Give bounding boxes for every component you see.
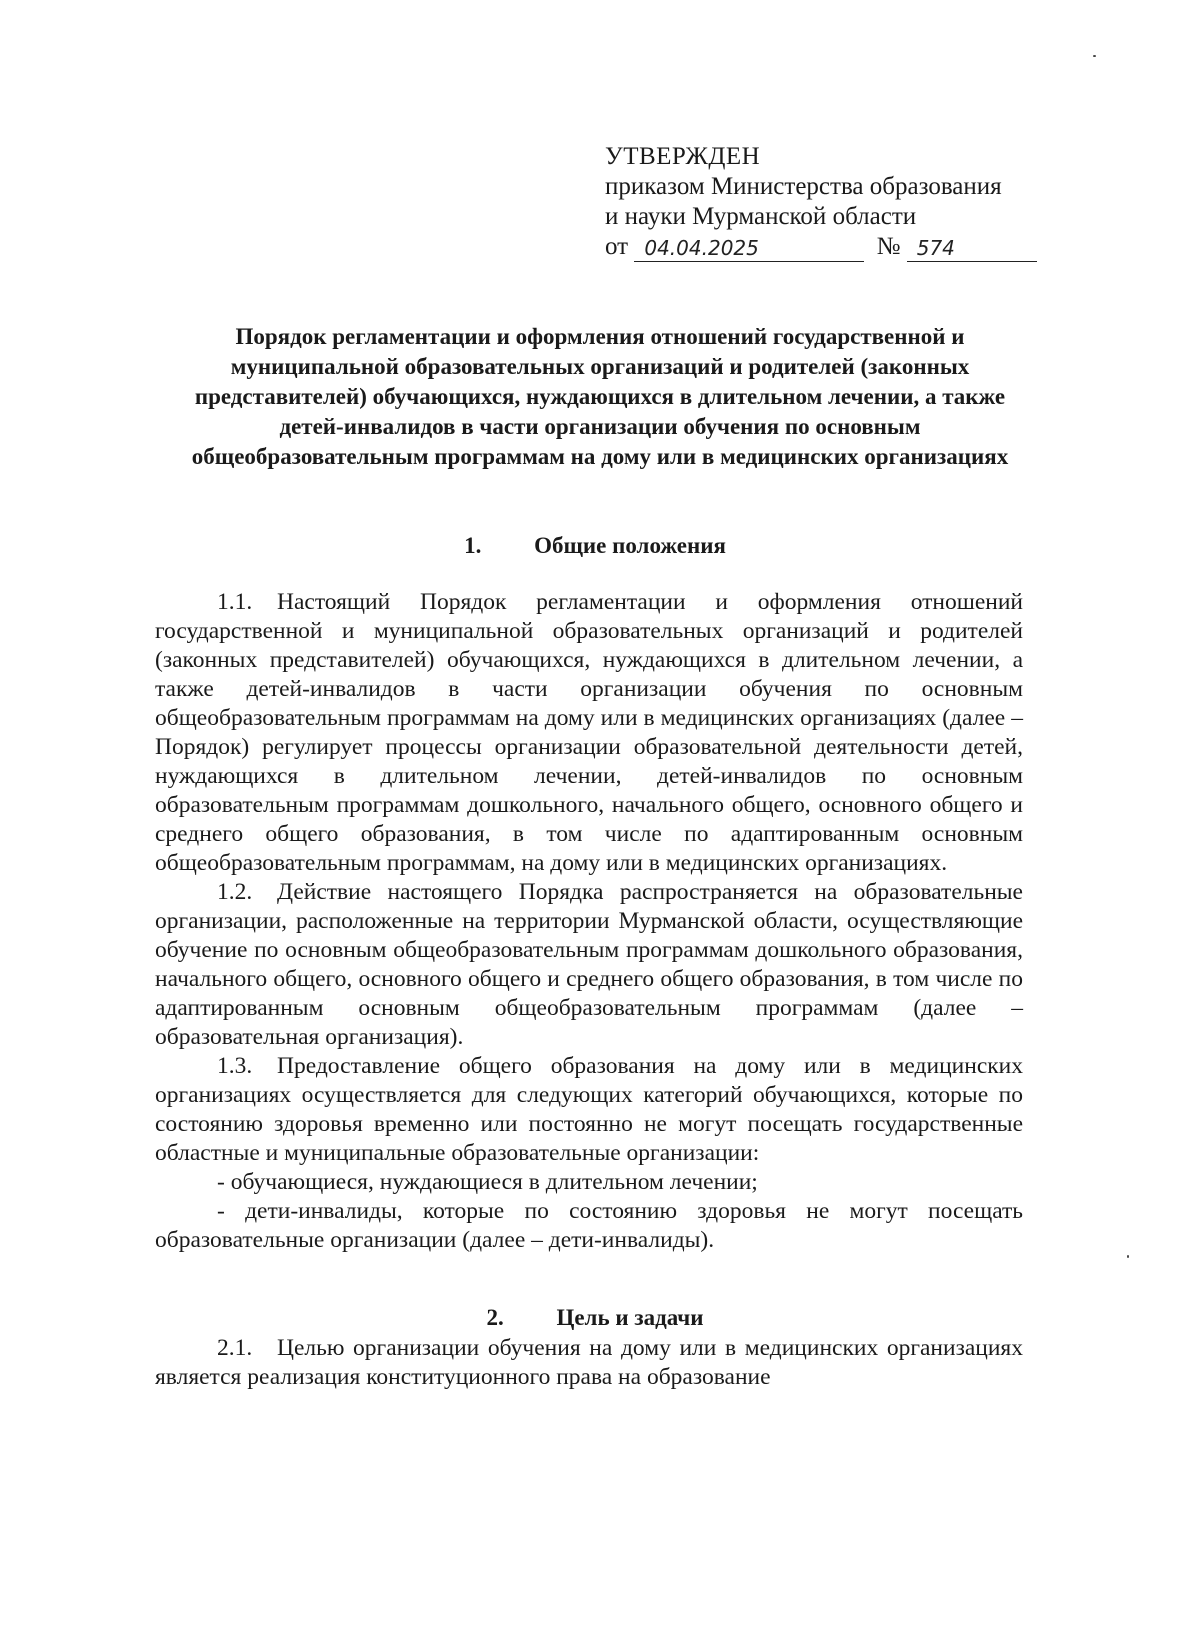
section-title: Общие положения (534, 533, 726, 558)
handwritten-order-number: 574 (907, 235, 1037, 262)
paragraph-number: 2.1. (217, 1335, 253, 1361)
section-2-body (155, 1334, 1023, 1392)
paragraph-text: Целью организации обучения на дому или в медицинских организациях является реализация конституционного права на образование (155, 1335, 1023, 1390)
paragraph-1-2 (155, 878, 1023, 1052)
paragraph-number: 1.1. (217, 589, 253, 615)
list-item: - обучающиеся, нуждающиеся в длительном лечении; (217, 1169, 758, 1195)
scan-speck (1093, 55, 1096, 57)
approval-heading: УТВЕРЖДЕН (605, 143, 761, 170)
paragraph-text: Предоставление общего образования на дому или в медицинских организациях осуществляется для следующих категорий обучающихся, которые по состоянию здоровья временно или постоянно не могут посещать государственные областные и муниципальные образовательные организации: (155, 1053, 1023, 1166)
paragraph-2-1 (155, 1334, 1023, 1392)
document-title: Порядок регламентации и оформления отношений государственной и муниципальной образовательных организаций и родителей (законных представителей) обучающихся, нуждающихся в длительном лечении, а также детей-инвалидов в части организации обучения по основным общеобразовательным программам на дому или в медицинских организациях (191, 324, 1009, 469)
approval-order-line-1: приказом Министерства образования (605, 173, 1002, 200)
paragraph-1-1 (155, 588, 1023, 878)
paragraph-text: Настоящий Порядок регламентации и оформления отношений государственной и муниципальной образовательных организаций и родителей (законных представителей) обучающихся, нуждающихся в длительном лечении, а также детей-инвалидов в части организации обучения по основным общеобразовательным программам на дому или в медицинских организациях (далее – Порядок) регулирует процессы организации образовательной деятельности детей, нуждающихся в длительном лечении, детей-инвалидов по основным образовательным программам дошкольного, начального общего, основного общего и среднего общего образования, в том числе по адаптированным основным общеобразовательным программам, на дому или в медицинских организациях. (155, 589, 1023, 876)
section-1-body (155, 588, 1023, 1255)
section-heading-2 (160, 1303, 1030, 1333)
section-number: 1. (464, 533, 482, 558)
paragraph-number: 1.2. (217, 879, 253, 905)
section-number: 2. (486, 1305, 504, 1330)
handwritten-date: 04.04.2025 (634, 235, 864, 262)
list-item: - дети-инвалиды, которые по состоянию здоровья не могут посещать образовательные организации (далее – дети-инвалиды). (155, 1198, 1023, 1253)
section-heading-1 (160, 531, 1030, 561)
approval-order-line-2: и науки Мурманской области (605, 203, 917, 230)
paragraph-number: 1.3. (217, 1053, 253, 1079)
approval-date-number-line (605, 232, 1025, 262)
section-title: Цель и задачи (556, 1305, 704, 1330)
approval-block (605, 142, 1025, 262)
paragraph-1-3 (155, 1052, 1023, 1168)
paragraph-text: Действие настоящего Порядка распространяется на образовательные организации, расположенные на территории Мурманской области, осуществляющие обучение по основным общеобразовательным программам дошкольного образования, начального общего, основного общего и среднего общего образования, в том числе по адаптированным основным общеобразовательным программам (далее – образовательная организация). (155, 879, 1023, 1050)
scan-speck (1127, 1255, 1129, 1258)
from-label: от (605, 233, 629, 260)
number-label: № (876, 233, 901, 260)
